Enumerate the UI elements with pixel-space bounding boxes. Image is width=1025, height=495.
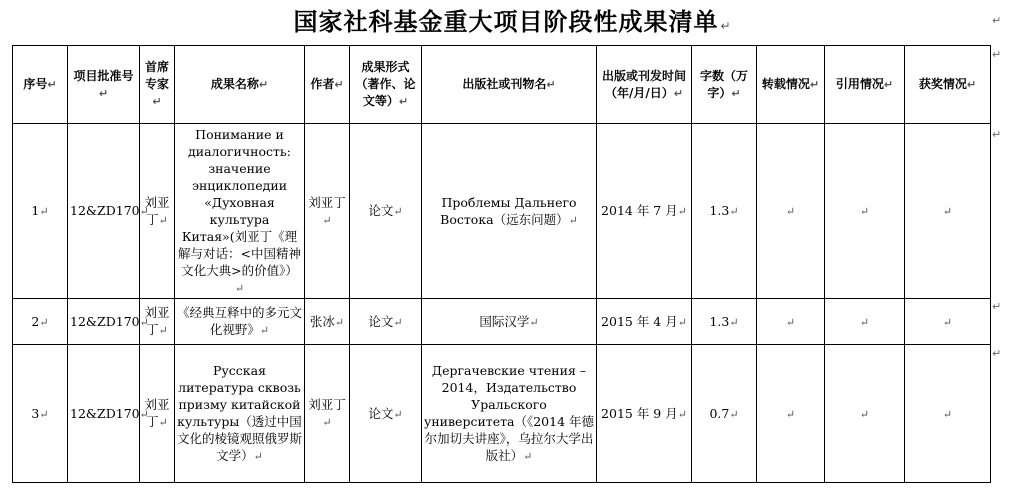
cell-seq: 2↵ [13, 299, 68, 345]
paragraph-mark-icon: ↵ [859, 205, 870, 218]
paragraph-mark-icon: ↵ [729, 407, 739, 421]
header-chief: 首席专家↵ [140, 46, 175, 124]
paragraph-mark-icon: ↵ [234, 281, 245, 295]
cell-author: 张冰↵ [305, 299, 350, 345]
paragraph-mark-icon: ↵ [152, 95, 162, 108]
header-author: 作者↵ [305, 46, 350, 124]
cell-citation [825, 345, 905, 483]
paragraph-mark-icon: ↵ [39, 315, 49, 329]
cell-words: 0.7↵ [692, 345, 757, 483]
header-row [13, 46, 991, 124]
cell-approval: 12&ZD170↵ [68, 124, 140, 299]
paragraph-mark-icon: ↵ [729, 205, 739, 218]
paragraph-mark-icon: ↵ [992, 128, 1002, 141]
paragraph-mark-icon: ↵ [334, 315, 345, 329]
paragraph-mark-icon: ↵ [258, 78, 269, 91]
cell-reprint [757, 299, 825, 345]
cell-date: 2014 年 7 月↵ [597, 124, 692, 299]
cell-award [905, 124, 991, 299]
header-approval: 项目批准号↵ [68, 46, 140, 124]
paragraph-mark-icon: ↵ [731, 86, 741, 100]
paragraph-mark-icon: ↵ [259, 324, 270, 337]
paragraph-mark-icon: ↵ [883, 78, 894, 91]
cell-seq: 3↵ [13, 345, 68, 483]
cell-chief: 刘亚丁↵ [140, 124, 175, 299]
cell-publisher: Дергачевские чтения – 2014，Издательство Уральского университета（《2014 年德尔加切夫讲座》，乌拉尔大学出版社）↵ [422, 345, 597, 483]
paragraph-mark-icon: ↵ [398, 95, 409, 108]
cell-reprint [757, 124, 825, 299]
header-words: 字数（万字）↵ [692, 46, 757, 124]
cell-seq: 1↵ [13, 124, 68, 299]
cell-form: 论文↵ [350, 345, 422, 483]
paragraph-mark-icon: ↵ [98, 86, 109, 100]
paragraph-mark-icon: ↵ [334, 78, 344, 91]
paragraph-mark-icon: ↵ [809, 78, 820, 91]
cell-words: 1.3↵ [692, 124, 757, 299]
paragraph-mark-icon: ↵ [39, 205, 49, 218]
paragraph-mark-icon: ↵ [253, 450, 263, 463]
cell-chief: 刘亚丁↵ [140, 345, 175, 483]
cell-form: 论文↵ [350, 299, 422, 345]
cell-author: 刘亚丁↵ [305, 124, 350, 299]
paragraph-mark-icon: ↵ [139, 205, 149, 218]
paragraph-mark-icon: ↵ [992, 300, 1002, 313]
paragraph-mark-icon: ↵ [677, 315, 687, 329]
cell-date: 2015 年 9 月↵ [597, 345, 692, 483]
table-row [13, 299, 991, 345]
paragraph-mark-icon: ↵ [785, 315, 796, 329]
cell-approval: 12&ZD170↵ [68, 299, 140, 345]
paragraph-mark-icon: ↵ [942, 315, 953, 329]
header-name: 成果名称↵ [175, 46, 305, 124]
cell-form: 论文↵ [350, 124, 422, 299]
cell-approval: 12&ZD170↵ [68, 345, 140, 483]
cell-publisher: 国际汉学↵ [422, 299, 597, 345]
paragraph-mark-icon: ↵ [942, 407, 953, 421]
header-reprint: 转载情况↵ [757, 46, 825, 124]
paragraph-mark-icon: ↵ [785, 407, 796, 421]
header-citation: 引用情况↵ [825, 46, 905, 124]
paragraph-mark-icon: ↵ [966, 78, 977, 91]
paragraph-mark-icon: ↵ [393, 315, 403, 329]
paragraph-mark-icon: ↵ [139, 407, 149, 421]
paragraph-mark-icon: ↵ [720, 19, 732, 33]
paragraph-mark-icon: ↵ [677, 407, 687, 421]
paragraph-mark-icon: ↵ [992, 347, 1002, 360]
paragraph-mark-icon: ↵ [523, 450, 533, 463]
cell-words: 1.3↵ [692, 299, 757, 345]
paragraph-mark-icon: ↵ [992, 14, 1002, 27]
paragraph-mark-icon: ↵ [942, 205, 953, 218]
paragraph-mark-icon: ↵ [393, 205, 403, 218]
paragraph-mark-icon: ↵ [859, 407, 870, 421]
cell-name: Русская литература сквозь призму китайской культуры（透过中国文化的棱镜观照俄罗斯文学）↵ [175, 345, 305, 483]
paragraph-mark-icon: ↵ [992, 48, 1002, 61]
cell-author: 刘亚丁↵ [305, 345, 350, 483]
paragraph-mark-icon: ↵ [158, 324, 168, 337]
cell-award [905, 299, 991, 345]
cell-award [905, 345, 991, 483]
paragraph-mark-icon: ↵ [393, 407, 403, 421]
header-seq: 序号↵ [13, 46, 68, 124]
paragraph-mark-icon: ↵ [322, 416, 332, 429]
cell-publisher: Проблемы Дальнего Востока（远东问题）↵ [422, 124, 597, 299]
cell-reprint [757, 345, 825, 483]
header-publisher: 出版社或刊物名↵ [422, 46, 597, 124]
cell-name: 《经典互释中的多元文化视野》↵ [175, 299, 305, 345]
cell-chief: 刘亚丁↵ [140, 299, 175, 345]
paragraph-mark-icon: ↵ [158, 213, 168, 227]
paragraph-mark-icon: ↵ [158, 416, 168, 429]
paragraph-mark-icon: ↵ [859, 315, 870, 329]
paragraph-mark-icon: ↵ [677, 205, 687, 218]
cell-citation [825, 124, 905, 299]
title-text: 国家社科基金重大项目阶段性成果清单 [293, 8, 719, 36]
page-title [0, 4, 1025, 40]
table-row [13, 124, 991, 299]
paragraph-mark-icon: ↵ [47, 78, 57, 91]
header-award: 获奖情况↵ [905, 46, 991, 124]
paragraph-mark-icon: ↵ [568, 213, 578, 227]
cell-citation [825, 299, 905, 345]
results-table [12, 45, 991, 483]
cell-date: 2015 年 4 月↵ [597, 299, 692, 345]
paragraph-mark-icon: ↵ [322, 213, 332, 227]
paragraph-mark-icon: ↵ [729, 315, 739, 329]
paragraph-mark-icon: ↵ [139, 315, 149, 329]
header-form: 成果形式（著作、论文等）↵ [350, 46, 422, 124]
cell-name: Понимание и диалогичность: значение энциклопедии «Духовная культура Китая»(刘亚丁《理解与对话：<中国精神文化大典>的价值》）↵ [175, 124, 305, 299]
paragraph-mark-icon: ↵ [529, 315, 539, 329]
header-date: 出版或刊发时间（年/月/日）↵ [597, 46, 692, 124]
paragraph-mark-icon: ↵ [785, 205, 796, 218]
table-row [13, 345, 991, 483]
paragraph-mark-icon: ↵ [546, 78, 556, 91]
paragraph-mark-icon: ↵ [39, 407, 49, 421]
paragraph-mark-icon: ↵ [673, 86, 683, 100]
